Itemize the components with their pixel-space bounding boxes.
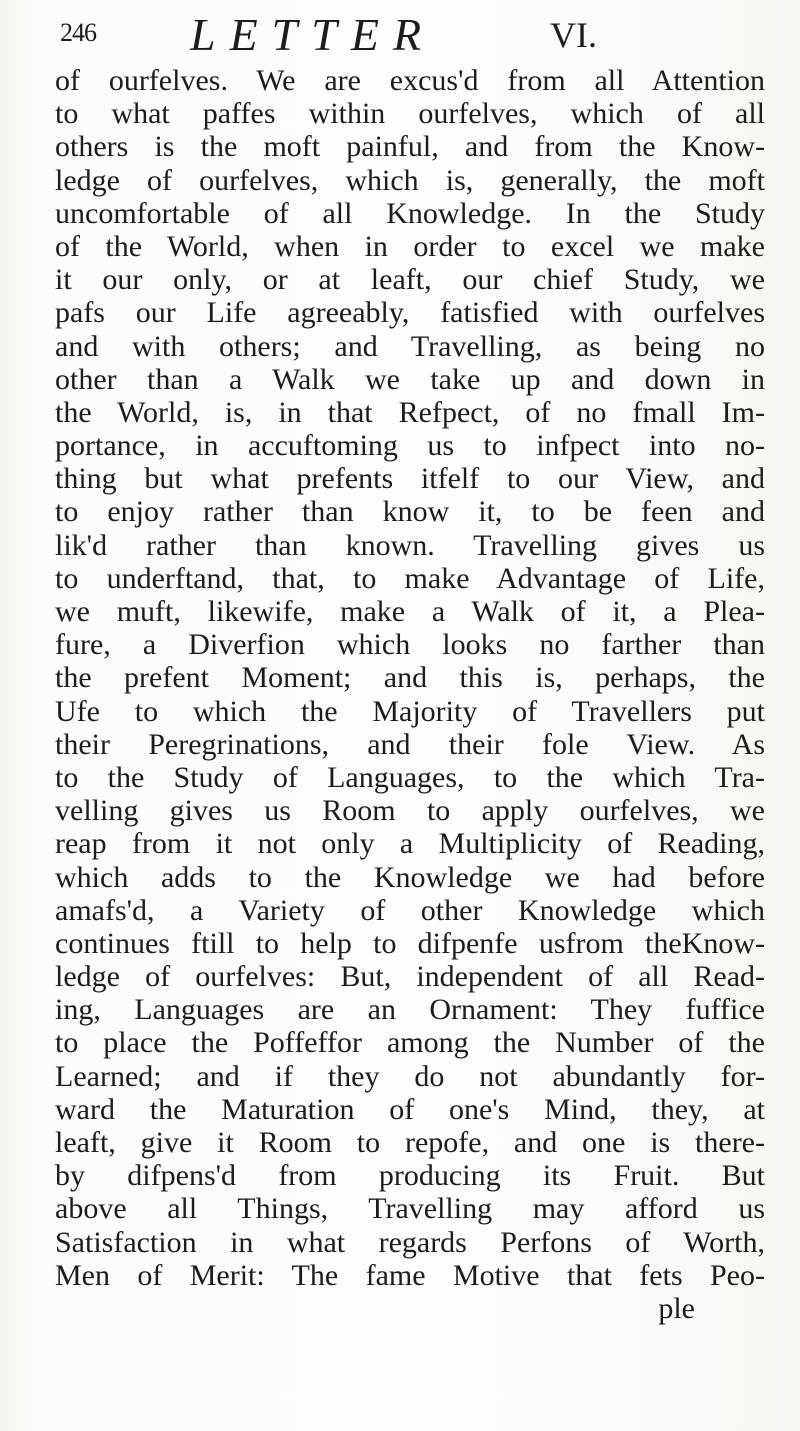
text-line: to enjoy rather than know it, to be feen and [55,495,765,529]
text-line: to place the Poffeffor among the Number of the [55,1026,765,1060]
text-line: Ufe to which the Majority of Travellers put [55,694,765,728]
text-line: ledge of ourfelves: But, independent of all Read- [55,960,765,994]
page-header [60,8,700,68]
text-line: amafs'd, a Variety of other Knowledge which [55,893,765,927]
chapter-numeral: VI. [550,15,597,55]
running-title: LETTER [190,9,436,60]
text-line: continues ftill to help to difpenfe usfrom theKnow- [55,926,765,960]
text-line: to the Study of Languages, to the which Tra- [55,760,765,794]
text-line: we muft, likewife, make a Walk of it, a Plea- [55,595,765,628]
text-line: fure, a Diverfion which looks no farther than [55,628,765,662]
body-text [55,64,765,1325]
text-line: of the World, when in order to excel we make [55,229,765,263]
text-line: reap from it not only a Multiplicity of Reading, [55,827,765,861]
text-line: pafs our Life agreeably, fatisfied with ourfelves [55,296,765,330]
text-line: it our only, or at leaft, our chief Study, we [55,263,765,297]
text-line: ledge of ourfelves, which is, generally, the moft [55,163,765,197]
text-line: velling gives us Room to apply ourfelves, we [55,794,765,828]
text-line: Satisfaction in what regards Perfons of Worth, [55,1225,765,1259]
text-line: thing but what prefents itfelf to our View, and [55,462,765,496]
text-line: others is the moft painful, and from the Know- [55,130,765,164]
text-line: leaft, give it Room to repofe, and one is there- [55,1126,765,1159]
text-line: their Peregrinations, and their fole View. As [55,727,765,761]
text-line: ward the Maturation of one's Mind, they, at [55,1092,765,1126]
text-line: ing, Languages are an Ornament: They fuffice [55,993,765,1027]
text-line: the prefent Moment; and this is, perhaps, the [55,661,765,695]
text-line: portance, in accuftoming us to infpect into no- [55,429,765,463]
text-line: to what paffes within ourfelves, which of all [55,97,765,131]
text-line: other than a Walk we take up and down in [55,362,765,396]
catchword: ple [658,1291,695,1325]
text-line: by difpens'd from producing its Fruit. But [55,1159,765,1193]
text-line: above all Things, Travelling may afford us [55,1192,765,1226]
text-line: and with others; and Travelling, as being no [55,329,765,363]
text-line: the World, is, in that Refpect, of no fmall Im- [55,395,765,429]
page-number: 246 [60,18,96,47]
text-line: to underftand, that, to make Advantage of Life, [55,561,765,595]
text-line: lik'd rather than known. Travelling gives us [55,528,765,562]
text-line: uncomfortable of all Knowledge. In the Study [55,196,765,230]
text-line: of ourfelves. We are excus'd from all Attention [55,64,765,97]
text-line: Men of Merit: The fame Motive that fets Peo- [55,1258,765,1292]
text-line: Learned; and if they do not abundantly for- [55,1059,765,1093]
text-line: which adds to the Knowledge we had before [55,860,765,894]
